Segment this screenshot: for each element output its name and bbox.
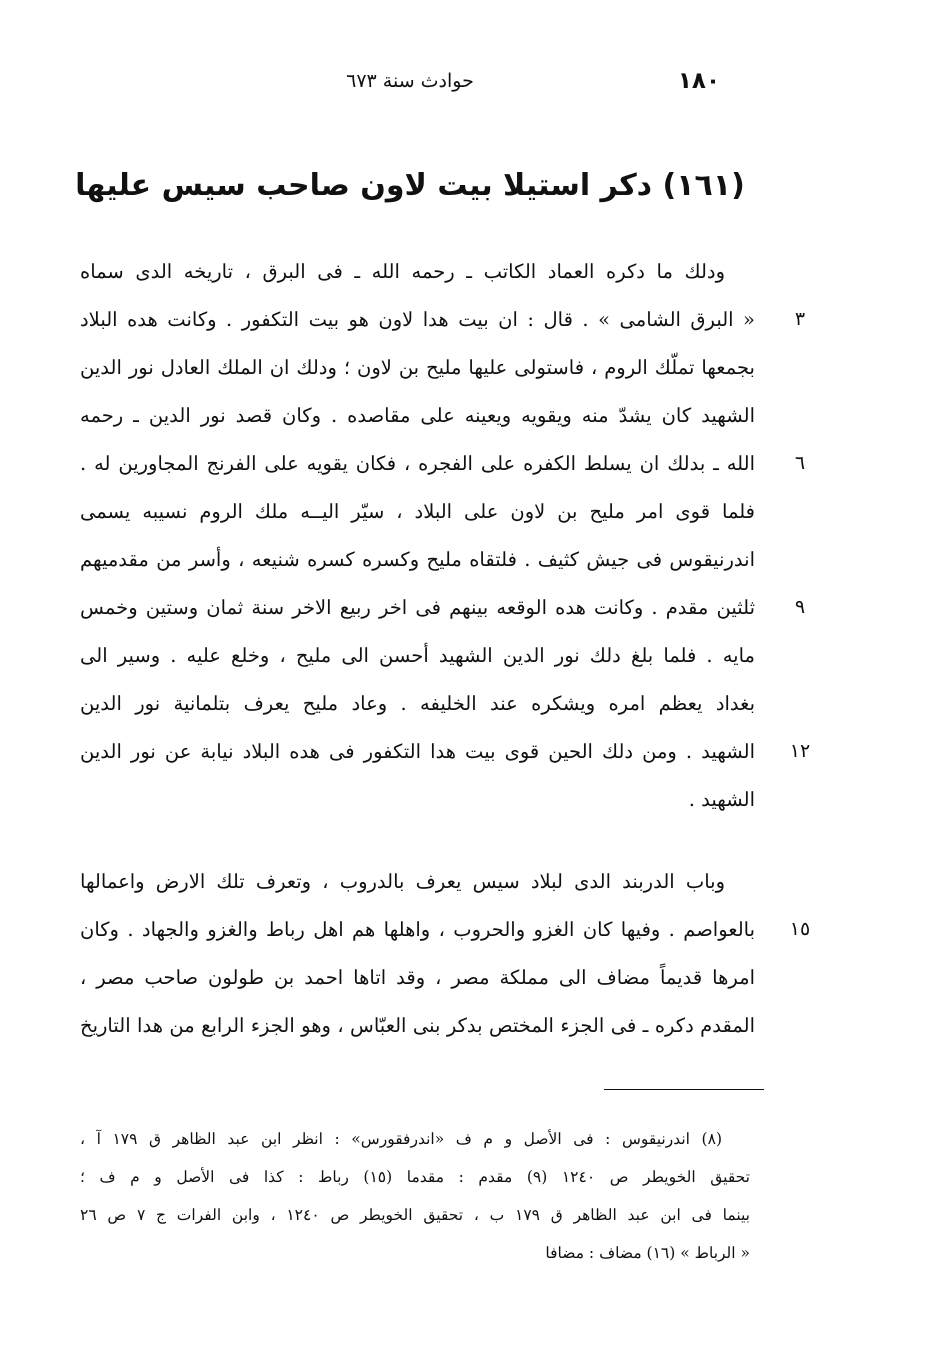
line-number: ١٥ — [789, 918, 811, 940]
text-line: « البرق الشامى » . قال : ان بيت هدا لاون هو بيت التكفور . وكانت هده البلاد — [80, 308, 755, 331]
line-number: ٦ — [794, 452, 806, 474]
text-line: امرها قديماً مضاف الى مملكة مصر ، وقد اتاها احمد بن طولون صاحب مصر ، — [80, 966, 755, 989]
text-line: بالعواصم . وفيها كان الغزو والحروب ، واهلها هم اهل رباط والغزو والجهاد . وكان — [80, 918, 755, 941]
text-line: مايه . فلما بلغ دلك نور الدين الشهيد أحسن الى مليح ، وخلع عليه . وسير الى — [80, 644, 755, 667]
text-line: وباب الدربند الدى لبلاد سيس يعرف بالدروب ، وتعرف تلك الارض واعمالها — [80, 870, 725, 893]
text-line: الشهيد كان يشدّ منه ويقويه ويعينه على مقاصده . وكان قصد نور الدين ـ رحمه — [80, 404, 755, 427]
page-header — [80, 62, 740, 106]
text-line: ودلك ما دكره العماد الكاتب ـ رحمه الله ـ فى البرق ، تاريخه الدى سماه — [80, 260, 725, 283]
text-line: الشهيد . ومن دلك الحين قوى بيت هدا التكفور فى هده البلاد نيابة عن نور الدين — [80, 740, 755, 763]
page-number: ١٨٠ — [677, 68, 720, 94]
line-number: ٩ — [794, 596, 806, 618]
text-line: بجمعها تملّك الروم ، فاستولى عليها مليح بن لاون ؛ ودلك ان الملك العادل نور الدين — [80, 356, 755, 379]
running-head: حوادث سنة ٦٧٣ — [346, 70, 474, 92]
footnote-line: تحقيق الخويطر ص ١٢٤٠ (٩) مقدم : مقدما (١٥) رباط : كذا فى الأصل و م ف ؛ — [80, 1168, 750, 1186]
text-line: اندرنيقوس فى جيش كثيف . فلتقاه مليح وكسره كسره شنيعه ، وأسر من مقدميهم — [80, 548, 755, 571]
text-line: ثلثين مقدم . وكانت هده الوقعه بينهم فى اخر ربيع الاخر سنة ثمان وستين وخمس — [80, 596, 755, 619]
footnote-line: بينما فى ابن عبد الظاهر ق ١٧٩ ب ، تحقيق الخويطر ص ١٢٤٠ ، وابن الفرات ج ٧ ص ٢٦ — [80, 1206, 750, 1224]
footnote-separator — [604, 1089, 764, 1090]
footnotes — [80, 1120, 750, 1272]
line-number: ٣ — [794, 308, 806, 330]
paragraph-2 — [80, 858, 755, 1050]
footnote-line: « الرباط » (١٦) مضاف : مضافا — [545, 1244, 750, 1262]
text-line: الله ـ بدلك ان يسلط الكفره على الفجره ، فكان يقويه على الفرنج المجاورين له . — [80, 452, 755, 475]
footnote-line: (٨) اندرنيقوس : فى الأصل و م ف «اندرفقورس» : انظر ابن عبد الظاهر ق ١٧٩ آ ، — [80, 1130, 722, 1148]
text-line: المقدم دكره ـ فى الجزء المختص بدكر بنى العبّاس ، وهو الجزء الرابع من هدا التاريخ — [80, 1014, 755, 1037]
line-number: ١٢ — [789, 740, 811, 762]
paragraph-1 — [80, 248, 755, 824]
chapter-title: (١٦١) دكر استيلا بيت لاون صاحب سيس عليها — [75, 168, 745, 203]
text-line: فلما قوى امر مليح بن لاون على البلاد ، سيّر اليــه ملك الروم نسيبه يسمى — [80, 500, 755, 523]
text-line: الشهيد . — [688, 788, 755, 811]
text-line: بغداد يعظم امره ويشكره عند الخليفه . وعاد مليح يعرف بتلمانية نور الدين — [80, 692, 755, 715]
